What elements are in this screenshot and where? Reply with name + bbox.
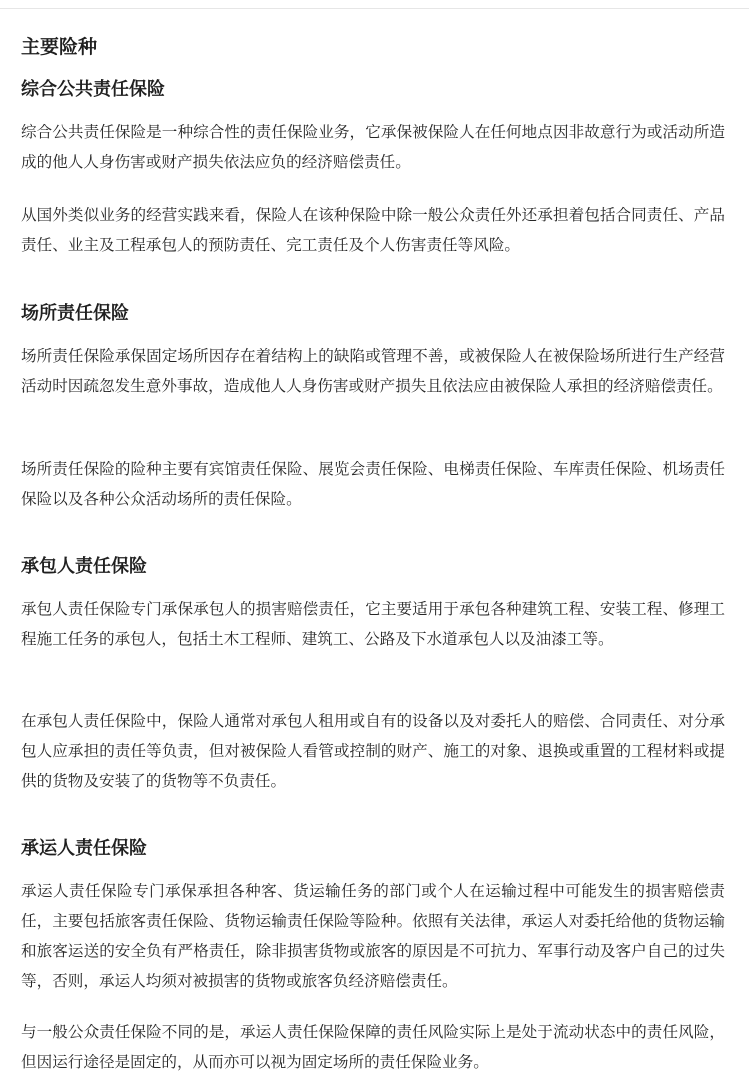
section-paragraph: 与一般公众责任保险不同的是，承运人责任保险保障的责任风险实际上是处于流动状态中的责任风险，但因运行途径是固定的，从而亦可以视为固定场所的责任保险业务。: [21, 1023, 725, 1071]
section-paragraph: 承运人责任保险专门承保承担各种客、货运输任务的部门或个人在运输过程中可能发生的损害赔偿责任，主要包括旅客责任保险、货物运输责任保险等险种。依照有关法律，承运人对委托给他的货物运输和旅客运送的安全负有严格责任，除非损害货物或旅客的原因是不可抗力、军事行动及客户自己的过失等，否则，承运人均须对被损害的货物或旅客负经济赔偿责任。: [21, 882, 725, 990]
section-heading-premises-liability: 场所责任保险: [21, 303, 129, 324]
section-heading-carrier-liability: 承运人责任保险: [21, 838, 147, 859]
section-paragraph: 综合公共责任保险是一种综合性的责任保险业务，它承保被保险人在任何地点因非故意行为或活动所造成的他人人身伤害或财产损失依法应负的经济赔偿责任。: [21, 123, 725, 171]
section-paragraph: 场所责任保险的险种主要有宾馆责任保险、展览会责任保险、电梯责任保险、车库责任保险、机场责任保险以及各种公众活动场所的责任保险。: [21, 460, 725, 508]
section-paragraph: 在承包人责任保险中，保险人通常对承包人租用或自有的设备以及对委托人的赔偿、合同责任、对分承包人应承担的责任等负责，但对被保险人看管或控制的财产、施工的对象、退换或重置的工程材料或提供的货物及安装了的货物等不负责任。: [21, 712, 725, 790]
section-paragraph: 场所责任保险承保固定场所因存在着结构上的缺陷或管理不善，或被保险人在被保险场所进行生产经营活动时因疏忽发生意外事故，造成他人人身伤害或财产损失且依法应由被保险人承担的经济赔偿责任。: [21, 347, 725, 395]
top-divider: [0, 8, 749, 9]
page-title: 主要险种: [21, 36, 98, 58]
section-paragraph: 从国外类似业务的经营实践来看，保险人在该种保险中除一般公众责任外还承担着包括合同责任、产品责任、业主及工程承包人的预防责任、完工责任及个人伤害责任等风险。: [21, 206, 725, 254]
section-heading-comprehensive-public-liability: 综合公共责任保险: [21, 79, 165, 100]
section-paragraph: 承包人责任保险专门承保承包人的损害赔偿责任，它主要适用于承包各种建筑工程、安装工程、修理工程施工任务的承包人，包括土木工程师、建筑工、公路及下水道承包人以及油漆工等。: [21, 600, 725, 648]
section-heading-contractor-liability: 承包人责任保险: [21, 556, 147, 577]
